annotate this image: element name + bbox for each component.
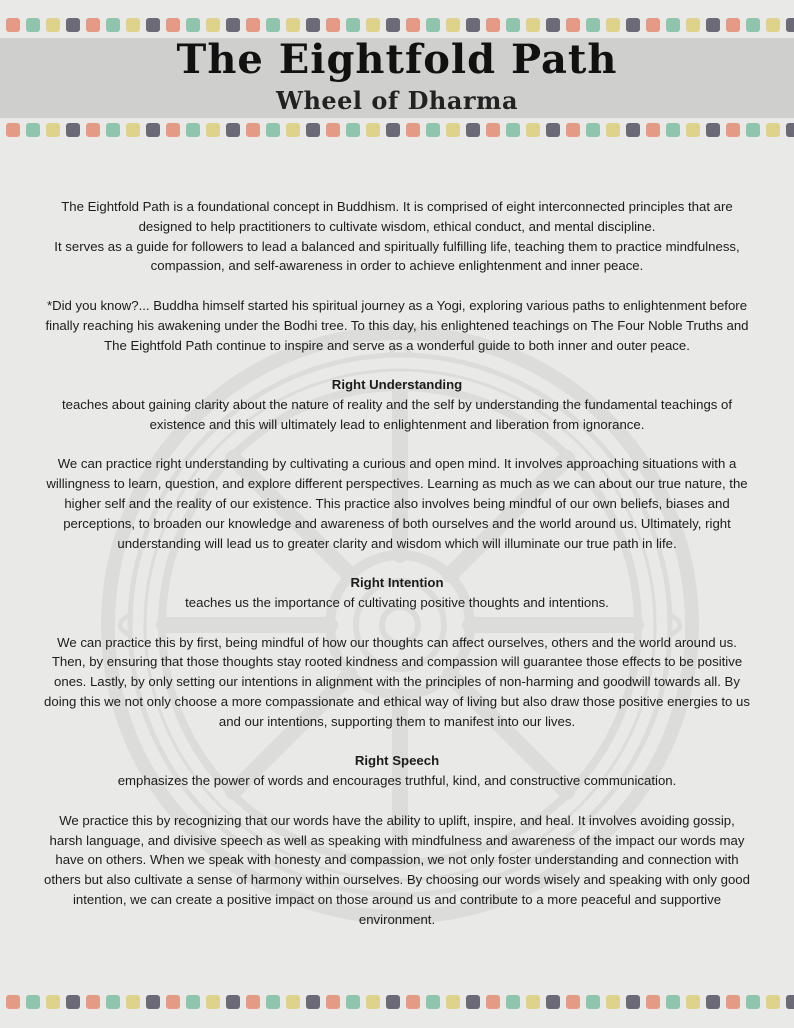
decorative-dot [366,18,380,32]
decorative-dot [626,995,640,1009]
decorative-dot [606,995,620,1009]
decorative-dot [366,995,380,1009]
decorative-dot [426,18,440,32]
decorative-dot [766,123,780,137]
decorative-dot [186,995,200,1009]
decorative-dot [526,18,540,32]
decorative-dot [786,995,794,1009]
decorative-dot [366,123,380,137]
decorative-dot [66,123,80,137]
decorative-dot [726,18,740,32]
decorative-dot [386,123,400,137]
decorative-dot [286,123,300,137]
decorative-dot [586,123,600,137]
decorative-dot [566,123,580,137]
decorative-dot [146,18,160,32]
decorative-dot [686,995,700,1009]
decorative-dot [286,18,300,32]
decorative-dot [446,995,460,1009]
decorative-dot [766,995,780,1009]
decorative-dot [706,18,720,32]
decorative-dot [86,18,100,32]
decorative-dot [726,123,740,137]
decorative-dot [566,18,580,32]
decorative-dot [786,18,794,32]
decorative-dot [66,995,80,1009]
decorative-dot [486,18,500,32]
decorative-dot [446,123,460,137]
decorative-dot [706,995,720,1009]
decorative-dot [666,18,680,32]
decorative-dot [86,123,100,137]
decorative-dot [46,123,60,137]
decorative-dot [326,123,340,137]
decorative-dot [246,995,260,1009]
decorative-dot [26,18,40,32]
section-heading-right-understanding: Right Understanding [331,377,463,393]
intro-paragraph-2: It serves as a guide for followers to lead a balanced and spiritually fulfilling life, teaching them to practice mindfulness, compassion, and self-awareness in order to achieve enlightenment and inner peace. [54,238,740,274]
decorative-dot [146,995,160,1009]
decorative-dot [686,18,700,32]
decorative-dot [306,123,320,137]
decorative-dot [126,18,140,32]
decorative-dot [266,995,280,1009]
section-summary-right-intention: teaches us the importance of cultivating positive thoughts and intentions. [185,594,609,610]
decorative-dot [286,995,300,1009]
decorative-dot [586,995,600,1009]
decorative-dot [106,123,120,137]
decorative-dot [106,18,120,32]
section-summary-right-understanding: teaches about gaining clarity about the nature of reality and the self by understanding the fundamental teachings of existence and this will ultimately lead to enlightenment and liberation from ignorance. [61,396,733,432]
decorative-dot [426,123,440,137]
decorative-dot [386,18,400,32]
decorative-dot [666,123,680,137]
decorative-dot [546,18,560,32]
decorative-dot [606,123,620,137]
decorative-dot [226,123,240,137]
decorative-dot [526,123,540,137]
decorative-dot [626,123,640,137]
decorative-dot [506,995,520,1009]
decorative-dot [406,995,420,1009]
decorative-dot [746,123,760,137]
decorative-dot [166,123,180,137]
section-heading-right-speech: Right Speech [354,753,440,769]
main-content [44,197,750,929]
decorative-dot [546,123,560,137]
decorative-dot [686,123,700,137]
section-practice-right-understanding: We can practice right understanding by cultivating a curious and open mind. It involves approaching situations with a willingness to learn, question, and explore different perspectives. Learning as much as we can about our true nature, the higher self and the reality of our existence. This practice also involves being mindful of our own beliefs, biases and perceptions, to broaden our knowledge and awareness of both ourselves and the world around us. Ultimately, right understanding will lead us to greater clarity and wisdom which will illuminate our true path in life. [46,456,748,551]
decorative-dot [406,18,420,32]
decorative-dot [406,123,420,137]
decorative-dot [566,995,580,1009]
intro-paragraph-1: The Eightfold Path is a foundational concept in Buddhism. It is comprised of eight interconnected principles that are designed to help practitioners to cultivate wisdom, ethical conduct, and mental discipline. [61,199,733,234]
section-practice-right-intention: We can practice this by first, being mindful of how our thoughts can affect ourselves, others and the world around us. Then, by ensuring that those thoughts stay rooted kindness and compassion will guarantee those effects to be positive ones. Lastly, by only setting our intentions in alignment with the principles of non-harming and goodwill towards all. By doing this we not only choose a more compassionate and ethical way of living but also draw those positive energies to us and our intentions, supporting them to manifest into our lives. [44,634,750,729]
decorative-dot [266,18,280,32]
section-summary-right-speech: emphasizes the power of words and encourages truthful, kind, and constructive communication. [117,773,677,789]
decorative-dot [386,995,400,1009]
decorative-dot [166,995,180,1009]
decorative-dot [26,995,40,1009]
decorative-dot [666,995,680,1009]
decorative-dot [646,123,660,137]
decorative-dot [6,995,20,1009]
decorative-dot [746,995,760,1009]
decorative-dot [226,995,240,1009]
decorative-dots-top [0,18,794,32]
decorative-dot [326,995,340,1009]
decorative-dot [766,18,780,32]
decorative-dot [706,123,720,137]
decorative-dot [606,18,620,32]
decorative-dot [346,123,360,137]
decorative-dot [306,18,320,32]
decorative-dot [46,18,60,32]
decorative-dot [86,995,100,1009]
decorative-dot [46,995,60,1009]
decorative-dot [646,995,660,1009]
decorative-dot [126,123,140,137]
decorative-dot [506,123,520,137]
decorative-dot [646,18,660,32]
decorative-dot [146,123,160,137]
decorative-dot [586,18,600,32]
decorative-dot [786,123,794,137]
decorative-dot [206,18,220,32]
did-you-know-paragraph: *Did you know?... Buddha himself started his spiritual journey as a Yogi, exploring various paths to enlightenment before finally reaching his awakening under the Bodhi tree. To this day, his enlightened teachings on The Four Noble Truths and The Eightfold Path continue to inspire and serve as a wonderful guide to both inner and outer peace. [45,297,749,353]
decorative-dot [266,123,280,137]
decorative-dots-bottom [0,995,794,1009]
decorative-dot [506,18,520,32]
decorative-dot [66,18,80,32]
decorative-dots-under-header [0,123,794,137]
decorative-dot [446,18,460,32]
page-title: The Eightfold Path [176,36,618,83]
decorative-dot [226,18,240,32]
decorative-dot [126,995,140,1009]
decorative-dot [466,123,480,137]
section-practice-right-speech: We practice this by recognizing that our words have the ability to uplift, inspire, and heal. It involves avoiding gossip, harsh language, and divisive speech as well as speaking with mindfulness and awareness of the impact our words may have on others. When we speak with honesty and compassion, we not only foster understanding and connection with others but also cultivate a sense of harmony within ourselves. By choosing our words wisely and speaking with only good intention, we can create a positive impact on those around us and contribute to a more peaceful and supportive environment. [44,812,750,927]
decorative-dot [526,995,540,1009]
decorative-dot [426,995,440,1009]
decorative-dot [466,995,480,1009]
decorative-dot [466,18,480,32]
decorative-dot [326,18,340,32]
decorative-dot [186,18,200,32]
decorative-dot [626,18,640,32]
decorative-dot [246,123,260,137]
decorative-dot [206,995,220,1009]
page-subtitle: Wheel of Dharma [275,86,518,115]
decorative-dot [486,995,500,1009]
decorative-dot [206,123,220,137]
decorative-dot [486,123,500,137]
decorative-dot [306,995,320,1009]
section-heading-right-intention: Right Intention [350,575,444,591]
decorative-dot [26,123,40,137]
decorative-dot [6,123,20,137]
decorative-dot [186,123,200,137]
decorative-dot [106,995,120,1009]
decorative-dot [346,995,360,1009]
decorative-dot [6,18,20,32]
decorative-dot [166,18,180,32]
decorative-dot [726,995,740,1009]
decorative-dot [746,18,760,32]
decorative-dot [546,995,560,1009]
decorative-dot [346,18,360,32]
decorative-dot [246,18,260,32]
